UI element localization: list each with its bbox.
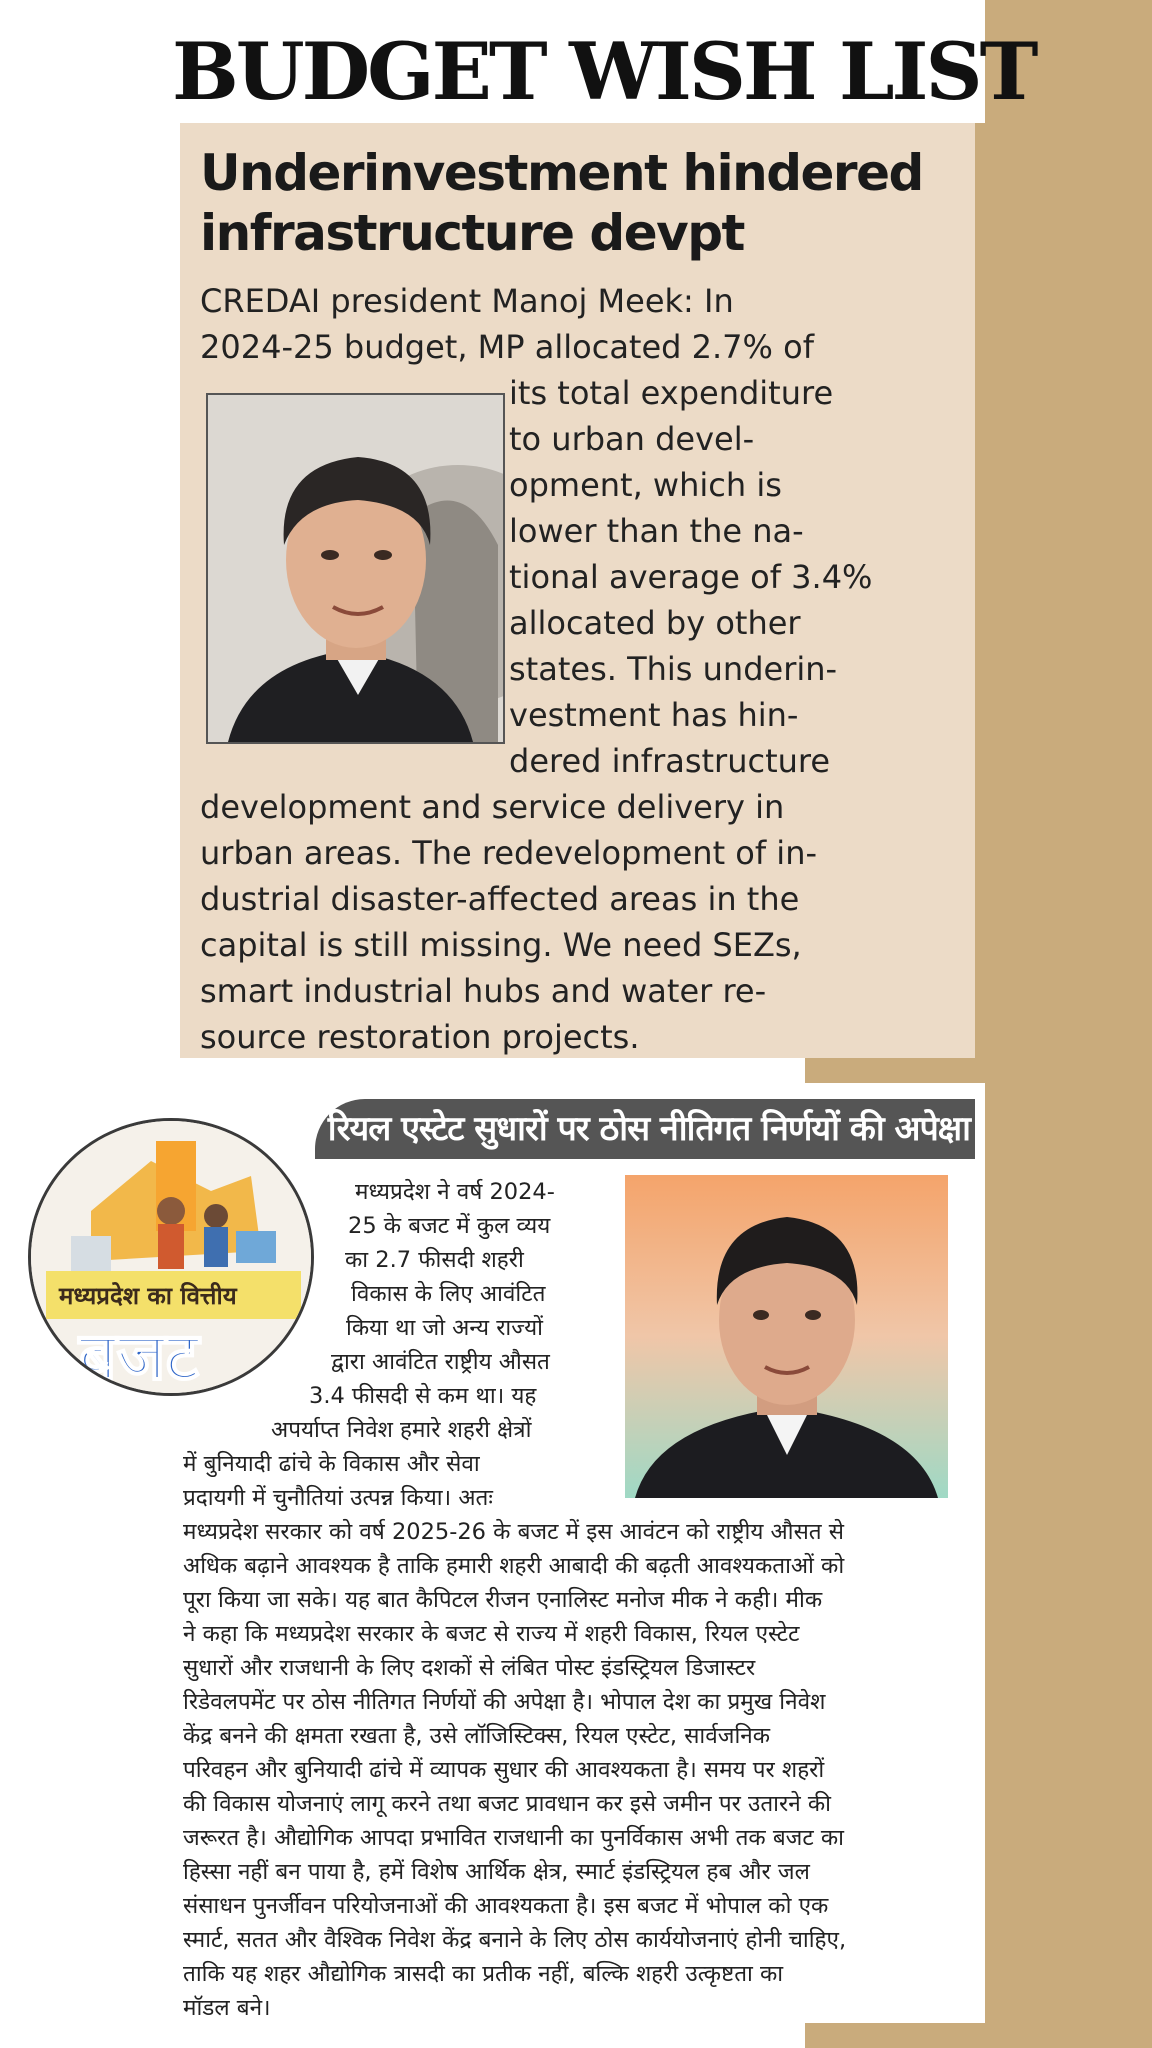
hindi-body-line: अधिक बढ़ाने आवश्यक है ताकि हमारी शहरी आबादी की बढ़ती आवश्यकताओं को (183, 1553, 845, 1579)
hindi-headline: रियल एस्टेट सुधारों पर ठोस नीतिगत निर्णयों की अपेक्षा (327, 1109, 970, 1149)
hindi-body-line: हिस्सा नहीं बन पाया है, हमें विशेष आर्थिक क्षेत्र, स्मार्ट इंडस्ट्रियल हब और जल (183, 1859, 810, 1885)
hindi-body-line: रिडेवलपमेंट पर ठोस नीतिगत निर्णयों की अपेक्षा है। भोपाल देश का प्रमुख निवेश (183, 1689, 826, 1715)
headline-line: Underinvestment hindered (200, 144, 923, 202)
body-line: opment, which is (509, 466, 782, 504)
article-headline (200, 143, 970, 263)
hindi-body-line: मॉडल बने। (183, 1995, 271, 2021)
badge-word: बजट (79, 1318, 199, 1393)
hindi-body-line: पूरा किया जा सके। यह बात कैपिटल रीजन एनालिस्ट मनोज मीक ने कही। मीक (183, 1587, 823, 1613)
hindi-body-line: की विकास योजनाएं लागू करने तथा बजट प्रावधान कर इसे जमीन पर उतारने की (183, 1791, 831, 1817)
hindi-body-line: केंद्र बनने की क्षमता रखता है, उसे लॉजिस्टिक्स, रियल एस्टेट, सार्वजनिक (183, 1723, 771, 1749)
hindi-body-line: में बुनियादी ढांचे के विकास और सेवा (183, 1451, 480, 1477)
hindi-body-line: जरूरत है। औद्योगिक आपदा प्रभावित राजधानी का पुनर्विकास अभी तक बजट का (183, 1825, 844, 1851)
hindi-body-line: ने कहा कि मध्यप्रदेश सरकार के बजट से राज्य में शहरी विकास, रियल एस्टेट (183, 1621, 800, 1647)
body-line: to urban devel- (509, 420, 755, 458)
body-line: 2024-25 budget, MP allocated 2.7% of (200, 328, 814, 366)
body-line: capital is still missing. We need SEZs, (200, 926, 802, 964)
hindi-body-line: ताकि यह शहर औद्योगिक त्रासदी का प्रतीक नहीं, बल्कि शहरी उत्कृष्टता का (183, 1961, 784, 1987)
body-line: source restoration projects. (200, 1018, 640, 1056)
hindi-body-line: 3.4 फीसदी से कम था। यह (309, 1383, 537, 1409)
body-line: dustrial disaster-affected areas in the (200, 880, 800, 918)
headline-line: infrastructure devpt (200, 204, 744, 262)
hindi-body-line: मध्यप्रदेश सरकार को वर्ष 2025-26 के बजट में इस आवंटन को राष्ट्रीय औसत से (183, 1519, 844, 1545)
masthead-title: BUDGET WISH LIST (172, 25, 1036, 118)
hindi-body-line: द्वारा आवंटित राष्ट्रीय औसत (331, 1349, 550, 1375)
hindi-body-line: स्मार्ट, सतत और वैश्विक निवेश केंद्र बनाने के लिए ठोस कार्ययोजनाएं होनी चाहिए, (183, 1927, 847, 1953)
portrait-photo (206, 393, 505, 744)
hindi-body-line: 25 के बजट में कुल व्यय (348, 1213, 551, 1239)
hindi-body-line: परिवहन और बुनियादी ढांचे में व्यापक सुधार की आवश्यकता है। समय पर शहरों (183, 1757, 825, 1783)
hindi-article-body (183, 1175, 973, 2025)
body-line: development and service delivery in (200, 788, 785, 826)
body-line: allocated by other (509, 604, 801, 642)
hindi-body-line: मध्यप्रदेश ने वर्ष 2024- (355, 1179, 555, 1205)
body-line: urban areas. The redevelopment of in- (200, 834, 818, 872)
body-line: its total expenditure (509, 374, 834, 412)
body-line: states. This underin- (509, 650, 838, 688)
hindi-headline-banner (315, 1099, 975, 1159)
body-line: CREDAI president Manoj Meek: In (200, 282, 734, 320)
hindi-body-line: का 2.7 फीसदी शहरी (345, 1247, 524, 1273)
body-line: vestment has hin- (509, 696, 799, 734)
hindi-body-line: किया था जो अन्य राज्यों (346, 1315, 543, 1341)
hindi-body-line: विकास के लिए आवंटित (351, 1281, 546, 1307)
portrait-illustration (208, 395, 503, 742)
hindi-body-line: सुधारों और राजधानी के लिए दशकों से लंबित पोस्ट इंडस्ट्रियल डिजास्टर (183, 1655, 756, 1681)
body-line: lower than the na- (509, 512, 804, 550)
body-line: smart industrial hubs and water re- (200, 972, 767, 1010)
hindi-body-line: संसाधन पुनर्जीवन परियोजनाओं की आवश्यकता है। इस बजट में भोपाल को एक (183, 1893, 829, 1919)
hindi-body-line: प्रदायगी में चुनौतियां उत्पन्न किया। अतः (183, 1485, 493, 1511)
hindi-body-line: अपर्याप्त निवेश हमारे शहरी क्षेत्रों (271, 1417, 532, 1443)
english-article-card (180, 123, 975, 1058)
body-line: tional average of 3.4% (509, 558, 873, 596)
badge-label: मध्यप्रदेश का वित्तीय (59, 1282, 237, 1310)
body-line: dered infrastructure (509, 742, 831, 780)
